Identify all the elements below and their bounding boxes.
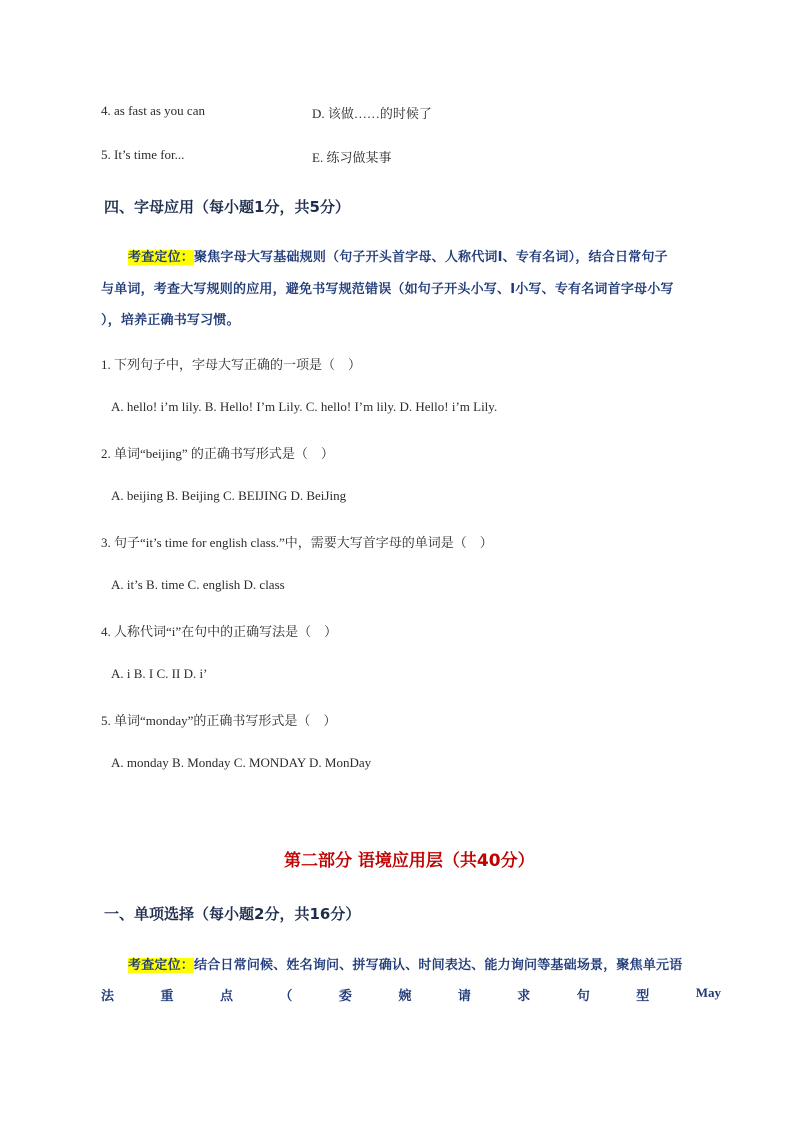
focus-word: 点 (219, 989, 233, 1004)
focus-word: 法 (101, 989, 115, 1004)
focus-line-2: 与单词，考查大写规则的应用，避免书写规范错误（如句子开头小写、I小写、专有名词首字母小写 (101, 282, 674, 297)
question-stem-2: 2. 单词“beijing” 的正确书写形式是（ ） (101, 446, 334, 461)
question-stem-5: 5. 单词“monday”的正确书写形式是（ ） (101, 713, 337, 728)
focus-line-1 (128, 246, 668, 265)
section-heading-single-choice: 一、单项选择（每小题2分，共16分） (104, 905, 361, 923)
focus-label: 考查定位： (128, 250, 195, 265)
part2-focus-line-2 (101, 985, 721, 1004)
focus-word: 委 (338, 989, 352, 1004)
focus-text-1: 聚焦字母大写基础规则（句子开头首字母、人称代词I、专有名词），结合日常句子 (194, 250, 668, 265)
section-heading-letter-use: 四、字母应用（每小题1分，共5分） (104, 198, 350, 216)
question-stem-1: 1. 下列句子中，字母大写正确的一项是（ ） (101, 357, 362, 372)
question-stem-4: 4. 人称代词“i”在句中的正确写法是（ ） (101, 624, 338, 639)
match-right-d: D. 该做……的时候了 (312, 106, 432, 121)
focus-word: 型 (636, 989, 650, 1004)
focus-word: （ (279, 989, 293, 1004)
question-options-2: A. beijing B. Beijing C. BEIJING D. BeiJing (111, 488, 347, 503)
question-options-5: A. monday B. Monday C. MONDAY D. MonDay (111, 755, 372, 770)
question-options-4: A. i B. I C. II D. i’ (111, 666, 208, 681)
question-stem-3: 3. 句子“it’s time for english class.”中，需要大写首字母的单词是（ ） (101, 535, 493, 550)
part2-focus-text-1: 结合日常问候、姓名询问、拼写确认、时间表达、能力询问等基础场景，聚焦单元语 (194, 958, 683, 973)
focus-word: 求 (517, 989, 531, 1004)
match-left-4: 4. as fast as you can (101, 103, 205, 118)
part-two-title: 第二部分 语境应用层（共40分） (284, 851, 535, 871)
focus-word: May (695, 985, 721, 1000)
question-options-1: A. hello! i’m lily. B. Hello! I’m Lily. C. hello! I’m lily. D. Hello! i’m Lily. (111, 399, 498, 414)
part2-focus-line-1 (128, 954, 682, 973)
focus-word: 婉 (398, 989, 412, 1004)
match-right-e: E. 练习做某事 (312, 150, 392, 165)
focus-line-3: ），培养正确书写习惯。 (101, 313, 240, 328)
question-options-3: A. it’s B. time C. english D. class (111, 577, 285, 592)
part2-focus-label: 考查定位： (128, 958, 195, 973)
focus-word: 请 (457, 989, 471, 1004)
match-left-5: 5. It’s time for... (101, 147, 185, 162)
focus-word: 句 (576, 989, 590, 1004)
focus-word: 重 (160, 989, 174, 1004)
